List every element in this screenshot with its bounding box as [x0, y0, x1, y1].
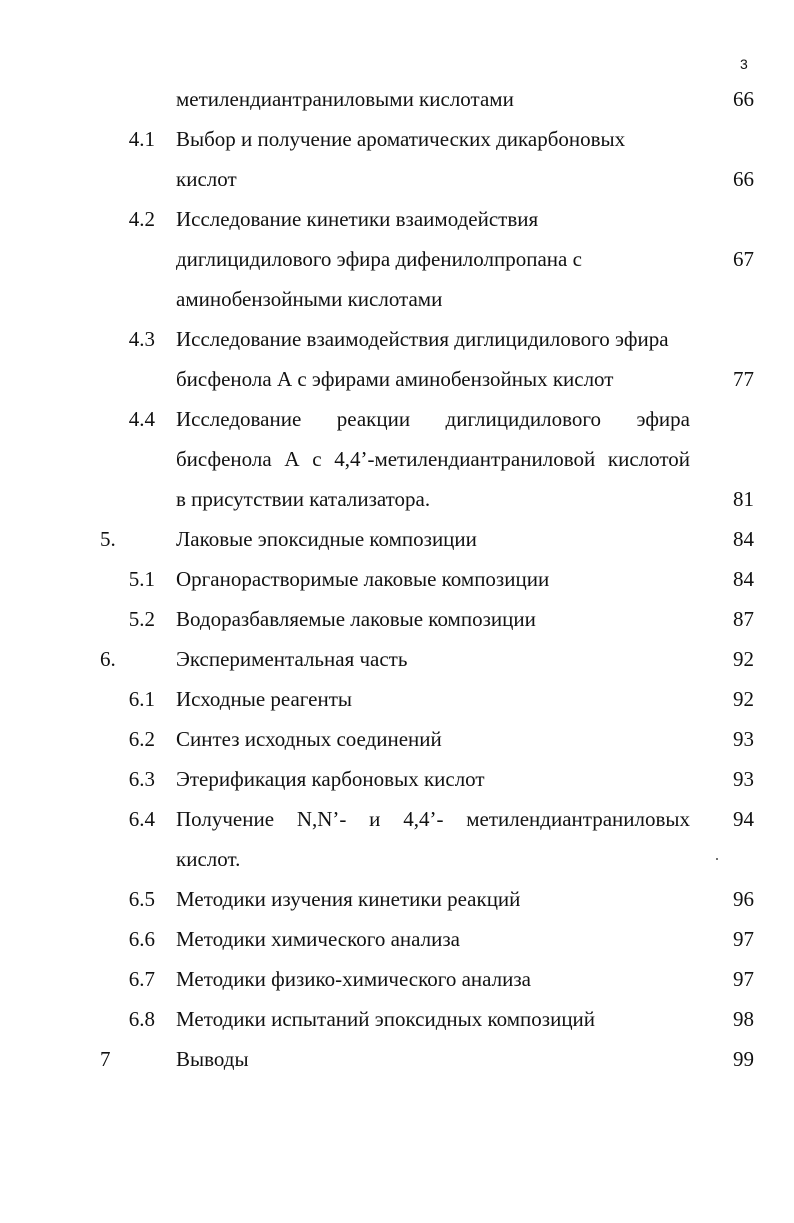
toc-text: Исследование взаимодействия диглицидилового эфира	[176, 327, 669, 351]
toc-text: бисфенола А с 4,4’-метилендиантраниловой кислотой	[176, 447, 690, 471]
toc-number: 6.7	[128, 967, 155, 991]
toc-text: Методики испытаний эпоксидных композиций	[176, 1007, 596, 1031]
toc-line	[0, 804, 794, 834]
toc-number: 6.	[100, 647, 116, 671]
toc-text: Выбор и получение ароматических дикарбоновых	[176, 127, 626, 151]
toc-line	[0, 604, 794, 634]
toc-text: кислот.	[176, 847, 241, 871]
toc-text: Лаковые эпоксидные композиции	[176, 527, 477, 551]
toc-line	[0, 924, 794, 954]
toc-line	[0, 884, 794, 914]
toc-number: 6.3	[128, 767, 155, 791]
toc-line	[0, 204, 794, 234]
toc-text: кислот	[176, 167, 237, 191]
toc-text: Методики изучения кинетики реакций	[176, 887, 521, 911]
toc-page: 99	[733, 1047, 754, 1071]
toc-page: 87	[733, 607, 754, 631]
toc-number: 6.4	[128, 807, 155, 831]
toc-number: 7	[100, 1047, 111, 1071]
toc-page: 93	[733, 767, 754, 791]
toc-text: Исследование кинетики взаимодействия	[176, 207, 539, 231]
toc-number: 6.8	[128, 1007, 155, 1031]
toc-text: Методики химического анализа	[176, 927, 460, 951]
toc-page: 92	[733, 687, 754, 711]
toc-text: Выводы	[176, 1047, 249, 1071]
toc-page: 97	[733, 927, 754, 951]
toc-number: 6.6	[128, 927, 155, 951]
toc-line	[0, 724, 794, 754]
toc-number: 6.2	[128, 727, 155, 751]
toc-line	[0, 764, 794, 794]
toc-text: Синтез исходных соединений	[176, 727, 442, 751]
toc-line	[0, 244, 794, 274]
toc-text: Этерификация карбоновых кислот	[176, 767, 485, 791]
toc-number: 4.2	[128, 207, 155, 231]
toc-number: 5.1	[128, 567, 155, 591]
toc-number: 5.2	[128, 607, 155, 631]
toc-page: 67	[733, 247, 754, 271]
toc-page: 96	[733, 887, 754, 911]
toc-number: 6.5	[128, 887, 155, 911]
toc-text: аминобензойными кислотами	[176, 287, 443, 311]
toc-number: 5.	[100, 527, 116, 551]
toc-line	[0, 564, 794, 594]
toc-line	[0, 324, 794, 354]
toc-number: 4.1	[128, 127, 155, 151]
toc-page: 77	[733, 367, 754, 391]
toc-line	[0, 684, 794, 714]
toc-text: Водоразбавляемые лаковые композиции	[176, 607, 536, 631]
toc-line	[0, 1004, 794, 1034]
toc-line	[0, 364, 794, 394]
toc-line	[0, 84, 794, 114]
toc-page: 66	[733, 167, 754, 191]
toc-page: 84	[733, 567, 754, 591]
toc-text: Исследование реакции диглицидилового эфира	[176, 407, 690, 431]
toc-page: 98	[733, 1007, 754, 1031]
toc-text: в присутствии катализатора.	[176, 487, 431, 511]
toc-page: 97	[733, 967, 754, 991]
toc-line	[0, 844, 794, 874]
toc-line	[0, 284, 794, 314]
toc-text: Экспериментальная часть	[176, 647, 408, 671]
toc-text: Методики физико-химического анализа	[176, 967, 532, 991]
toc-text: Органорастворимые лаковые композиции	[176, 567, 550, 591]
toc-line	[0, 964, 794, 994]
toc-line	[0, 124, 794, 154]
toc-page: 84	[733, 527, 754, 551]
toc-text: метилендиантраниловыми кислотами	[176, 87, 514, 111]
toc-line	[0, 644, 794, 674]
toc-text: Получение N,N’- и 4,4’- метилендиантраниловых	[176, 807, 690, 831]
toc-line	[0, 484, 794, 514]
toc-line	[0, 444, 794, 474]
toc-page: 94	[733, 807, 754, 831]
toc-line	[0, 1044, 794, 1074]
toc-page: 93	[733, 727, 754, 751]
toc-line	[0, 524, 794, 554]
toc-text: бисфенола А с эфирами аминобензойных кислот	[176, 367, 614, 391]
toc-text: Исходные реагенты	[176, 687, 352, 711]
scan-speck	[716, 858, 718, 860]
toc-number: 4.3	[128, 327, 155, 351]
toc-number: 4.4	[128, 407, 155, 431]
toc-text: диглицидилового эфира дифенилолпропана с	[176, 247, 582, 271]
toc-page: 92	[733, 647, 754, 671]
toc-number: 6.1	[128, 687, 155, 711]
toc-page: 66	[733, 87, 754, 111]
toc-page: 81	[733, 487, 754, 511]
page-number: 3	[740, 56, 748, 72]
toc-line	[0, 404, 794, 434]
toc-line	[0, 164, 794, 194]
